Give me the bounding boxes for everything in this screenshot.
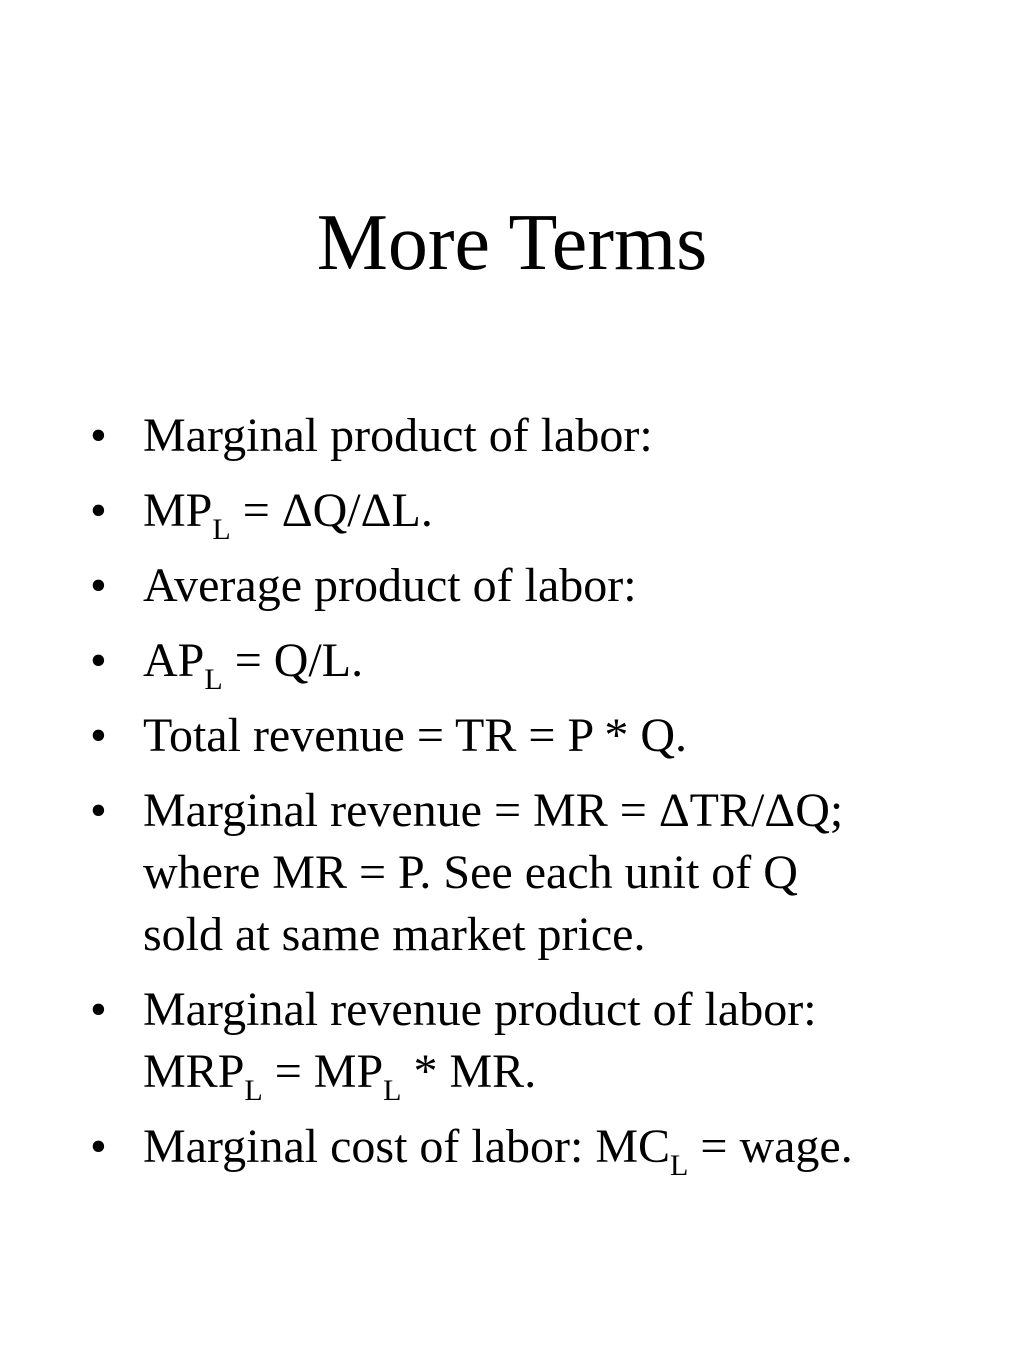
- bullet-text: Marginal cost of labor: MC: [143, 1120, 671, 1173]
- bullet-line: [143, 555, 984, 617]
- bullet-marker: •: [90, 1120, 107, 1173]
- bullet-text: = wage.: [688, 1120, 853, 1173]
- bullet-marker: •: [90, 634, 107, 687]
- bullet-marker: •: [90, 559, 107, 612]
- bullet-item: [0, 405, 1024, 467]
- bullet-item: [0, 555, 1024, 617]
- bullet-line: [143, 480, 984, 546]
- bullet-item: [0, 480, 1024, 546]
- bullet-marker: •: [90, 409, 107, 462]
- subscript: L: [670, 1149, 689, 1182]
- bullet-text: Marginal revenue product of labor:: [143, 983, 817, 1036]
- subscript: L: [204, 663, 223, 696]
- bullet-item: [0, 1116, 1024, 1182]
- bullet-text: Marginal revenue = MR = ΔTR/ΔQ;: [143, 784, 844, 837]
- bullet-item: [0, 705, 1024, 767]
- bullet-text: = Q/L.: [222, 634, 364, 687]
- bullet-text: AP: [143, 634, 205, 687]
- bullet-item: [0, 630, 1024, 696]
- bullet-item: [0, 979, 1024, 1107]
- bullet-line: [143, 1116, 984, 1182]
- bullet-line: [143, 979, 984, 1041]
- slide-title: More Terms: [316, 199, 708, 287]
- bullet-line: [143, 705, 984, 767]
- bullet-line: [143, 780, 984, 842]
- bullet-line: [143, 405, 984, 467]
- subscript: L: [212, 513, 231, 546]
- bullet-text: MRP: [143, 1045, 245, 1098]
- bullet-list: [0, 405, 1024, 1191]
- bullet-text: Average product of labor:: [143, 559, 637, 612]
- bullet-line: [143, 1041, 984, 1107]
- bullet-text: = ΔQ/ΔL.: [230, 484, 433, 537]
- bullet-text: sold at same market price.: [143, 908, 646, 961]
- bullet-text: Marginal product of labor:: [143, 409, 653, 462]
- subscript: L: [383, 1074, 402, 1107]
- bullet-marker: •: [90, 709, 107, 762]
- bullet-marker: •: [90, 983, 107, 1036]
- bullet-line: [143, 842, 984, 904]
- bullet-marker: •: [90, 484, 107, 537]
- bullet-text: where MR = P. See each unit of Q: [143, 846, 798, 899]
- bullet-item: [0, 780, 1024, 966]
- bullet-line: [143, 630, 984, 696]
- bullet-text: MP: [143, 484, 213, 537]
- subscript: L: [244, 1074, 263, 1107]
- bullet-text: Total revenue = TR = P * Q.: [143, 709, 688, 762]
- bullet-text: = MP: [262, 1045, 384, 1098]
- bullet-marker: •: [90, 784, 107, 837]
- bullet-line: [143, 904, 984, 966]
- bullet-text: * MR.: [401, 1045, 537, 1098]
